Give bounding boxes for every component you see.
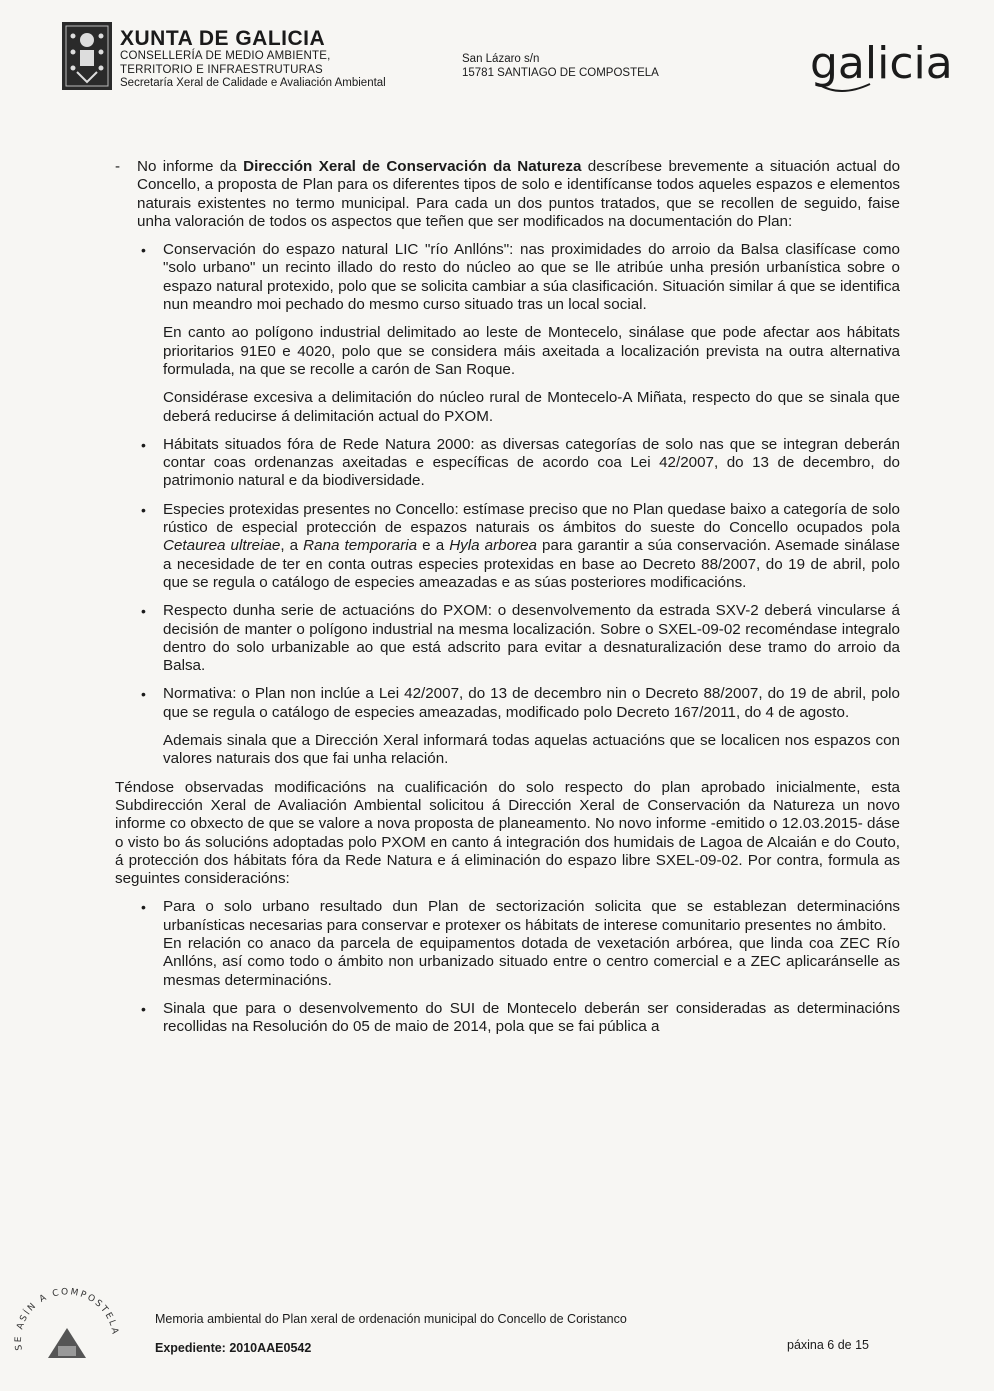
address-city: 15781 SANTIAGO DE COMPOSTELA <box>462 67 659 79</box>
bullet-icon: • <box>141 436 146 453</box>
list-item <box>115 1000 900 1037</box>
item-text: Sinala que para o desenvolvemento do SUI de Montecelo deberán ser consideradas as determinacións recollidas na Resolución do 05 de maio de 2014, pola que se fai pública a <box>163 999 900 1036</box>
galicia-brand-text: galicia <box>810 38 953 89</box>
seal-text: SE ASÍN A COMPOSTELA <box>13 1287 120 1351</box>
intro-text-end: descríbese brevemente a situación actual do Concello, a proposta de Plan para os diferentes tipos de solo e identifícanse todos aqueles espazos e elementos naturais existentes no termo municipal. Para cada un dos puntos tratados, que se recollen de seguido, faise unha valoración de todos os aspectos que teñen que ser modificados na documentación do Plan: <box>137 158 901 230</box>
bullet-icon: • <box>141 899 146 916</box>
list-item <box>115 898 900 989</box>
bullet-icon: • <box>141 501 146 518</box>
item-text: Conservación do espazo natural LIC "río Anllóns": nas proximidades do arroio da Balsa clasifícase como "solo urbano" un recinto illado do resto do núcleo ao que se lle atribúe unha presión urbanística sobre o espazo natural protexido, polo que se solicita cambiar a súa clasificación. Situación similar á que se identifica nun meandro moi pechado do mesmo curso situado tras un local social. <box>163 241 900 314</box>
registry-seal-stamp <box>8 1270 126 1382</box>
intro-text-start: No informe da <box>137 158 244 175</box>
species-name: Cetaurea ultreiae <box>163 537 281 555</box>
list-item <box>115 436 900 491</box>
item-continuation: En canto ao polígono industrial delimitado ao leste de Montecelo, sinálase que pode afectar aos hábitats prioritarios 91E0 e 4020, polo que se considera máis axeitada a localización prevista na outra alternativa formulada, na que se recolle a carón de San Roque. <box>163 324 900 378</box>
item-continuation: En relación co anaco da parcela de equipamentos dotada de vexetación arbórea, que linda coa ZEC Río Anllóns, así como todo o ámbito non urbanizado situado entre o centro comercial e a ZEC aplicaránselle as mesmas determinacións. <box>163 934 900 989</box>
org-secretariat: Secretaría Xeral de Calidade e Avaliación Ambiental <box>120 77 386 89</box>
list-item <box>115 241 900 314</box>
org-department-line2: TERRITORIO E INFRAESTRUTURAS <box>120 63 323 76</box>
xunta-coat-of-arms-icon <box>62 22 112 90</box>
address-block <box>462 52 659 80</box>
considerations-list <box>115 898 900 1036</box>
item-text: Hábitats situados fóra de Rede Natura 2000: as diversas categorías de solo nas que se integran deberán contar coas ordenanzas axeitadas e específicas de acordo coa Lei 42/2007, do 13 de decembro, do patrimonio natural e da biodiversidade. <box>163 435 900 490</box>
item-text: e a <box>417 537 450 555</box>
intro-paragraph <box>115 158 900 231</box>
item-text: Respecto dunha serie de actuacións do PXOM: o desenvolvemento da estrada SXV-2 deberá vincularse á decisión de manter o polígono industrial na mesma localización. Sobre o SXEL-09-02 recoméndase integralo dentro do solo urbanizable ao que está adscrito para evitar a desnaturalización dese tramo do arroio da Balsa. <box>163 602 900 675</box>
org-name: XUNTA DE GALICIA <box>120 27 326 50</box>
bullet-icon: • <box>141 242 146 259</box>
body-paragraph: Téndose observadas modificacións na cualificación do solo respecto do plan aprobado inicialmente, esta Subdirección Xeral de Avaliación Ambiental solicitou á Dirección Xeral de Conservación da Natureza un novo informe co obxecto de que se valore a nova proposta de planeamento. No novo informe -emitido o 12.03.2015- dáse o visto bo ás solucións adoptadas polo PXOM en canto á integración dos humidais de Lagoa de Alcaián e do Couto, á protección dos hábitats fóra da Rede Natura e á eliminación do espazo libre SXEL-09-02. Por contra, formula as seguintes consideracións: <box>115 778 900 888</box>
document-body <box>115 158 900 1046</box>
org-department-line1: CONSELLERÍA DE MEDIO AMBIENTE, <box>120 50 331 62</box>
observations-list <box>115 436 900 722</box>
footer-expediente: Expediente: 2010AAE0542 <box>155 1341 312 1355</box>
bullet-icon: • <box>141 603 146 620</box>
item-text: para garantir a súa conservación. Asemade sinálase a necesidade de ter en conta outras especies protexidas en base ao Decreto 88/2007, do 19 de abril, polo que se regula o catálogo de especies ameazadas e as súas posteriores modificacións. <box>163 537 900 591</box>
item-continuation: Ademais sinala que a Dirección Xeral informará todas aquelas actuacións que se localicen nos espazos con valores naturais dos que fai unha relación. <box>163 732 900 768</box>
item-text: , a <box>280 537 304 555</box>
intro-bold-entity: Dirección Xeral de Conservación da Natureza <box>243 158 582 175</box>
organization-header <box>120 28 386 90</box>
list-item <box>115 685 900 722</box>
item-text: Para o solo urbano resultado dun Plan de sectorización solicita que se establezan determinacións urbanísticas necesarias para conservar e protexer os hábitats de interese comunitario presentes no ámbito. <box>163 898 900 934</box>
dash-marker: - <box>115 158 121 175</box>
bullet-icon: • <box>141 686 146 703</box>
footer-memo: Memoria ambiental do Plan xeral de ordenación municipal do Concello de Coristanco <box>155 1312 627 1326</box>
list-item <box>115 501 900 592</box>
item-text: Normativa: o Plan non inclúe a Lei 42/2007, do 13 de decembro nin o Decreto 88/2007, do 19 de abril, polo que se regula o catálogo de especies ameazadas, modificado polo Decreto 167/2011, do 4 de agosto. <box>163 685 900 721</box>
galicia-brand-logo <box>800 26 990 96</box>
bullet-icon: • <box>141 1000 146 1017</box>
address-street: San Lázaro s/n <box>462 53 540 65</box>
species-name: Hyla arborea <box>449 537 537 555</box>
page-number: páxina 6 de 15 <box>787 1338 870 1352</box>
item-text: Especies protexidas presentes no Concello: estímase preciso que no Plan quedase baixo a categoría de solo rústico de especial protección de espazos naturais os ámbitos do sueste do Concello ocupados pola <box>163 500 900 537</box>
species-name: Rana temporaria <box>303 537 418 555</box>
item-continuation: Considérase excesiva a delimitación do núcleo rural de Montecelo-A Miñata, respecto do que se sinala que deberá reducirse á delimitación actual do PXOM. <box>163 389 900 425</box>
list-item <box>115 602 900 675</box>
observations-list <box>115 241 900 314</box>
